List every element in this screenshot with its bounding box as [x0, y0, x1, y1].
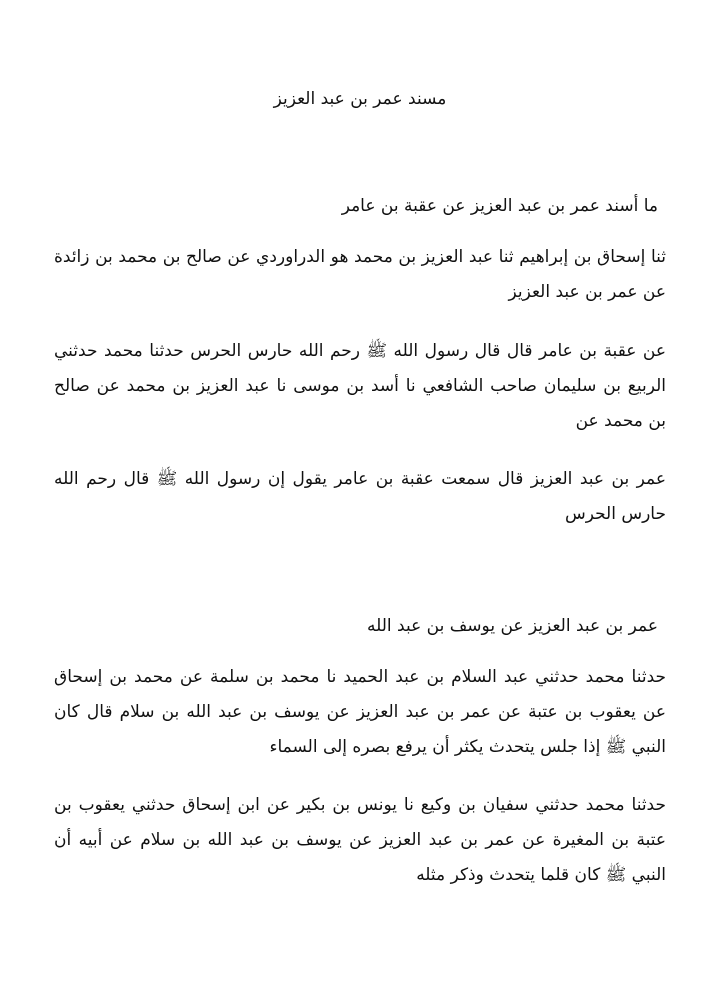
paragraph-5: حدثنا محمد حدثني سفيان بن وكيع نا يونس بن بكير عن ابن إسحاق حدثني يعقوب بن عتبة بن المغيرة عن عمر بن عبد العزيز عن يوسف بن عبد الله بن سلام عن أبيه أن النبي ﷺ كان قلما يتحدث وذكر مثله: [54, 795, 666, 885]
section-heading-uqba: ما أسند عمر بن عبد العزيز عن عقبة بن عامر: [341, 196, 658, 216]
paragraph-2: عن عقبة بن عامر قال قال رسول الله ﷺ رحم الله حارس الحرس حدثنا محمد حدثني الربيع بن سليمان صاحب الشافعي نا أسد بن موسى نا عبد العزيز بن محمد عن صالح بن محمد عن: [54, 341, 666, 431]
paragraph-1: ثنا إسحاق بن إبراهيم ثنا عبد العزيز بن محمد هو الدراوردي عن صالح بن محمد بن زائدة عن عمر بن عبد العزيز: [54, 247, 666, 302]
paragraph-3: عمر بن عبد العزيز قال سمعت عقبة بن عامر يقول إن رسول الله ﷺ قال رحم الله حارس الحرس: [54, 469, 666, 524]
page-title: مسند عمر بن عبد العزيز: [273, 89, 447, 109]
section-heading-yusuf: عمر بن عبد العزيز عن يوسف بن عبد الله: [366, 616, 658, 636]
paragraph-4: حدثنا محمد حدثني عبد السلام بن عبد الحميد نا محمد بن سلمة عن محمد بن إسحاق عن يعقوب بن عتبة عن عمر بن عبد العزيز عن يوسف بن عبد الله بن سلام قال كان النبي ﷺ إذا جلس يتحدث يكثر أن يرفع بصره إلى السماء: [54, 667, 666, 757]
